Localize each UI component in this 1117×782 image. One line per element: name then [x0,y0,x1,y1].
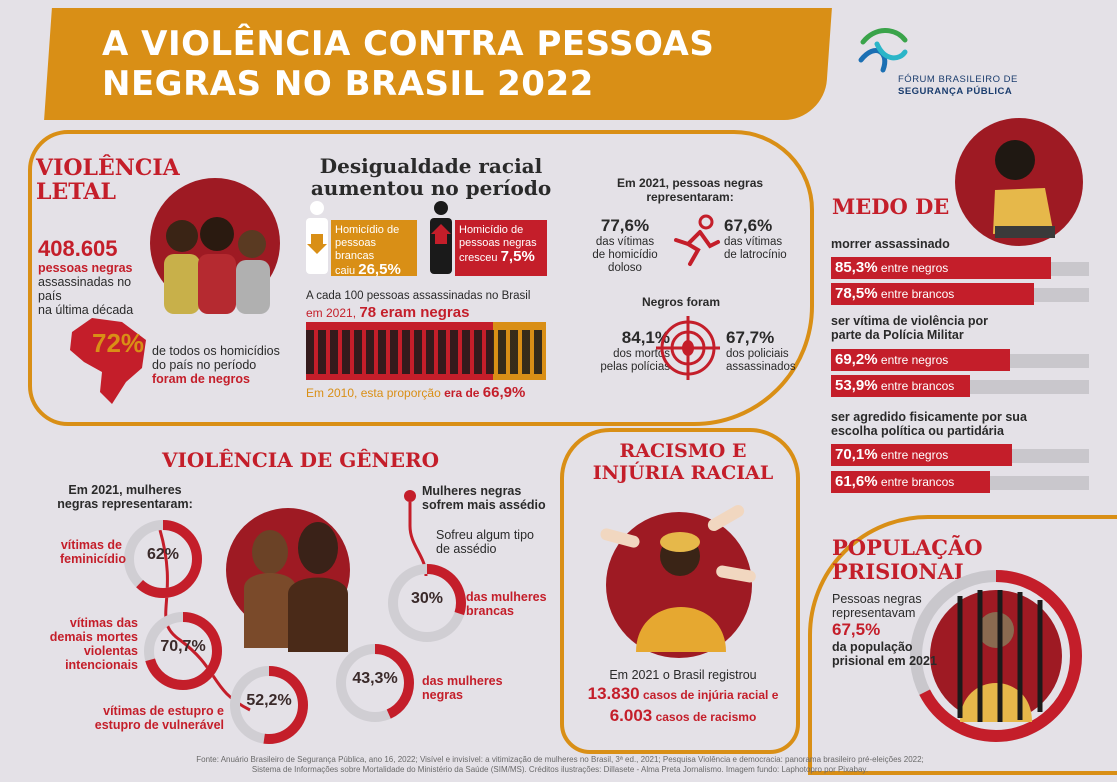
letal-count-desc: pessoas negras assassinadas no país na última década [38,261,134,317]
donut-5-value: 43,3% [352,670,398,687]
represent-d: 67,7% dos policiais assassinados [726,328,796,373]
prison-bars-icon [930,590,1062,722]
white-person-icon [304,200,330,276]
black-homicide-box: Homicídio de pessoas negras cresceu 7,5% [455,220,547,276]
black-person-icon [428,200,454,276]
bar-fill: 69,2% entre negros [831,349,1010,371]
bar-fill: 78,5% entre brancos [831,283,1034,305]
donut-4-label: das mulheres brancas [466,590,547,618]
donut-1-value: 62% [146,546,180,563]
pointing-hands-icon [596,492,766,662]
donut-2-value: 70,7% [160,638,206,655]
represent-a: 77,6% das vítimas de homicídio doloso [592,216,658,274]
page-title: A VIOLÊNCIA CONTRA PESSOAS NEGRAS NO BRASIL 2022 [102,24,715,104]
donut-3-value: 52,2% [246,692,292,709]
footer-sources: Fonte: Anuário Brasileiro de Segurança Pública, ano 16, 2022; Visível e invisível: a vitimização de mulheres no Brasil, 3ª ed., 2021; Pesquisa Violência e democracia: panorama brasileiro pré-eleições 2022; Sistema de Informações sobre Mortalidade do Ministério da Saúde (SIM/MS). Créditos ilustrações: Dillasete - Alma Preta Jornalismo. Imagem fundo: Laphotopro por Pixabay. [196,755,924,774]
donut-4-value: 30% [410,590,444,607]
y2010-text: Em 2010, esta proporção era de 66,9% [306,384,526,401]
assedio-title: Mulheres negras sofrem mais assédio [422,484,546,512]
letal-count: 408.605 [38,236,118,261]
racismo-reg: Em 2021 o Brasil registrou [609,668,757,682]
logo-text: FÓRUM BRASILEIRO DE SEGURANÇA PÚBLICA [898,74,1018,97]
bar-fill: 61,6% entre brancos [831,471,990,493]
letal-pct-desc: de todos os homicídios do país no período foram de negros [152,344,280,386]
running-person-icon [670,214,722,268]
bar-fill: 70,1% entre negros [831,444,1012,466]
sofreu-label: Sofreu algum tipo de assédio [436,528,534,556]
racismo-n1: 13.830 casos de injúria racial e [587,684,779,703]
bar-fill: 85,3% entre negros [831,257,1051,279]
medo-q1: morrer assassinado [831,237,950,251]
represent-c: 84,1% dos mortos pelas polícias [600,328,670,373]
y2021-text: em 2021, 78 eram negras [306,304,470,321]
people-illustration-icon [152,196,282,326]
racismo-title: RACISMO E INJÚRIA RACIAL [592,440,774,484]
prisional-desc: Pessoas negras representavam 67,5% da população prisional em 2021 [832,592,937,668]
per100-text: A cada 100 pessoas assassinadas no Brasil [306,290,531,302]
genero-title: VIOLÊNCIA DE GÊNERO [162,448,440,472]
medo-q2: ser vítima de violência por parte da Polícia Militar [831,314,989,342]
foram-label: Negros foram [642,295,721,309]
donut-3-label: vítimas de estupro e estupro de vulnerável [94,704,224,732]
white-homicide-box: Homicídio de pessoas brancas caiu 26,5% [331,220,417,276]
prisional-title: POPULAÇÃO PRISIONAL [832,535,983,584]
fearful-person-icon [975,130,1065,245]
donut-2-label: vítimas das demais mortes violentas intencionais [49,616,138,672]
bar-fill: 53,9% entre brancos [831,375,970,397]
brazil-map-icon [62,312,152,408]
represent-b: 67,6% das vítimas de latrocínio [724,216,787,261]
target-icon [656,316,720,380]
donut-5-label: das mulheres negras [422,674,503,702]
genero-intro: Em 2021, mulheres negras representaram: [57,483,193,511]
letal-pct: 72% [92,328,145,358]
donut-1-label: vítimas de feminicídio [60,538,126,566]
people-row-icon [306,330,546,374]
medo-q3: ser agredido fisicamente por sua escolha política ou partidária [831,410,1027,438]
racismo-n2: 6.003 casos de racismo [609,706,757,725]
medo-title: MEDO DE [832,194,950,219]
desigualdade-title: Desigualdade racial aumentou no período [310,154,552,200]
represent-title: Em 2021, pessoas negras representaram: [616,176,764,204]
letal-title: VIOLÊNCIA LETAL [36,155,180,205]
